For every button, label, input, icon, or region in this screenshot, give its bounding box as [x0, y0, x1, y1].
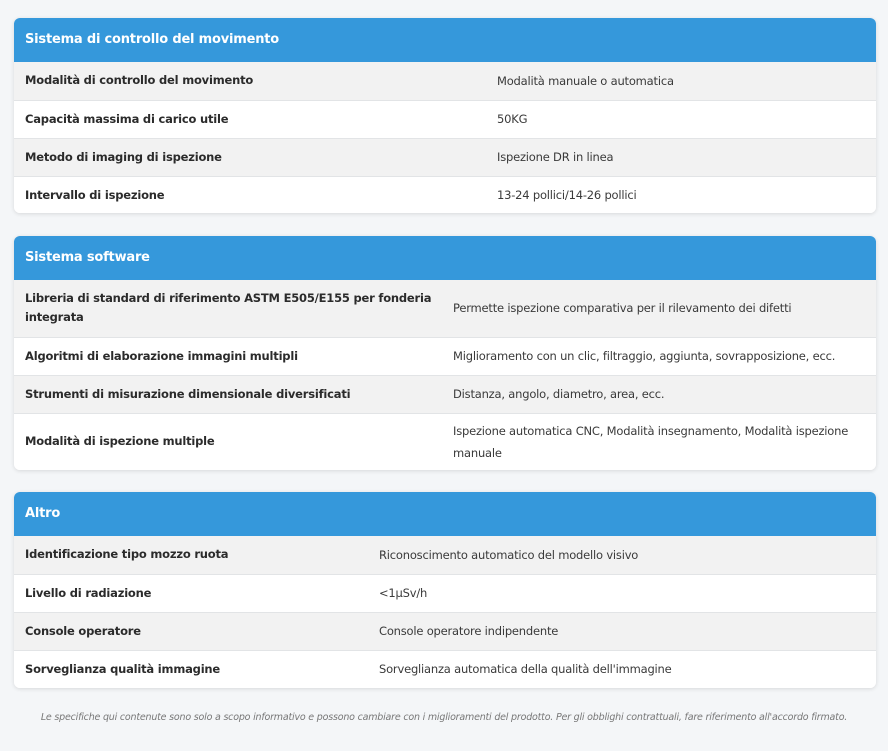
- spec-table: [14, 536, 876, 688]
- spec-label: Capacità massima di carico utile: [25, 111, 229, 126]
- spec-label: Livello di radiazione: [25, 585, 152, 600]
- table-row: [14, 280, 876, 337]
- spec-value: Console operatore indipendente: [379, 624, 559, 638]
- spec-label: Identificazione tipo mozzo ruota: [25, 547, 229, 562]
- spec-label: Strumenti di misurazione dimensionale diversificati: [25, 386, 351, 401]
- spec-value: <1μSv/h: [379, 586, 428, 600]
- section-motion-control: [14, 18, 876, 213]
- spec-value: 13-24 pollici/14-26 pollici: [497, 188, 637, 203]
- table-row: [14, 337, 876, 375]
- table-row: [14, 375, 876, 413]
- table-row: [14, 62, 876, 100]
- spec-value: 50KG: [497, 112, 528, 126]
- spec-label: Console operatore: [25, 623, 141, 638]
- spec-label: Sorveglianza qualità immagine: [25, 661, 221, 676]
- section-title: Altro: [14, 492, 876, 536]
- section-other: [14, 492, 876, 688]
- spec-label: Modalità di ispezione multiple: [25, 434, 215, 449]
- spec-label: Intervallo di ispezione: [25, 187, 165, 202]
- disclaimer-note: Le specifiche qui contenute sono solo a scopo informativo e possono cambiare con i miglioramenti del prodotto. Per gli obblighi contrattuali, fare riferimento all'accordo firmato.: [40, 712, 848, 723]
- spec-value: Riconoscimento automatico del modello visivo: [379, 547, 639, 562]
- spec-table: [14, 62, 876, 213]
- spec-label: Metodo di imaging di ispezione: [25, 149, 222, 164]
- table-row: [14, 176, 876, 213]
- spec-value: Sorveglianza automatica della qualità dell'immagine: [379, 662, 672, 677]
- spec-table: [14, 280, 876, 470]
- spec-value: Permette ispezione comparativa per il rilevamento dei difetti: [453, 301, 792, 316]
- spec-label: Libreria di standard di riferimento ASTM E505/E155 per fonderia integrata: [25, 291, 432, 325]
- section-title: Sistema di controllo del movimento: [14, 18, 876, 62]
- spec-value: Ispezione DR in linea: [497, 150, 614, 164]
- spec-label: Algoritmi di elaborazione immagini multipli: [25, 348, 298, 363]
- table-row: [14, 650, 876, 688]
- spec-label: Modalità di controllo del movimento: [25, 73, 254, 88]
- spec-value: Ispezione automatica CNC, Modalità insegnamento, Modalità ispezione manuale: [453, 423, 849, 460]
- spec-value: Distanza, angolo, diametro, area, ecc.: [453, 387, 665, 401]
- spec-value: Miglioramento con un clic, filtraggio, aggiunta, sovrapposizione, ecc.: [453, 349, 836, 363]
- section-software: [14, 236, 876, 470]
- section-title: Sistema software: [14, 236, 876, 280]
- table-row: [14, 138, 876, 176]
- table-row: [14, 413, 876, 470]
- table-row: [14, 100, 876, 138]
- table-row: [14, 536, 876, 574]
- table-row: [14, 574, 876, 612]
- spec-value: Modalità manuale o automatica: [497, 73, 674, 88]
- table-row: [14, 612, 876, 650]
